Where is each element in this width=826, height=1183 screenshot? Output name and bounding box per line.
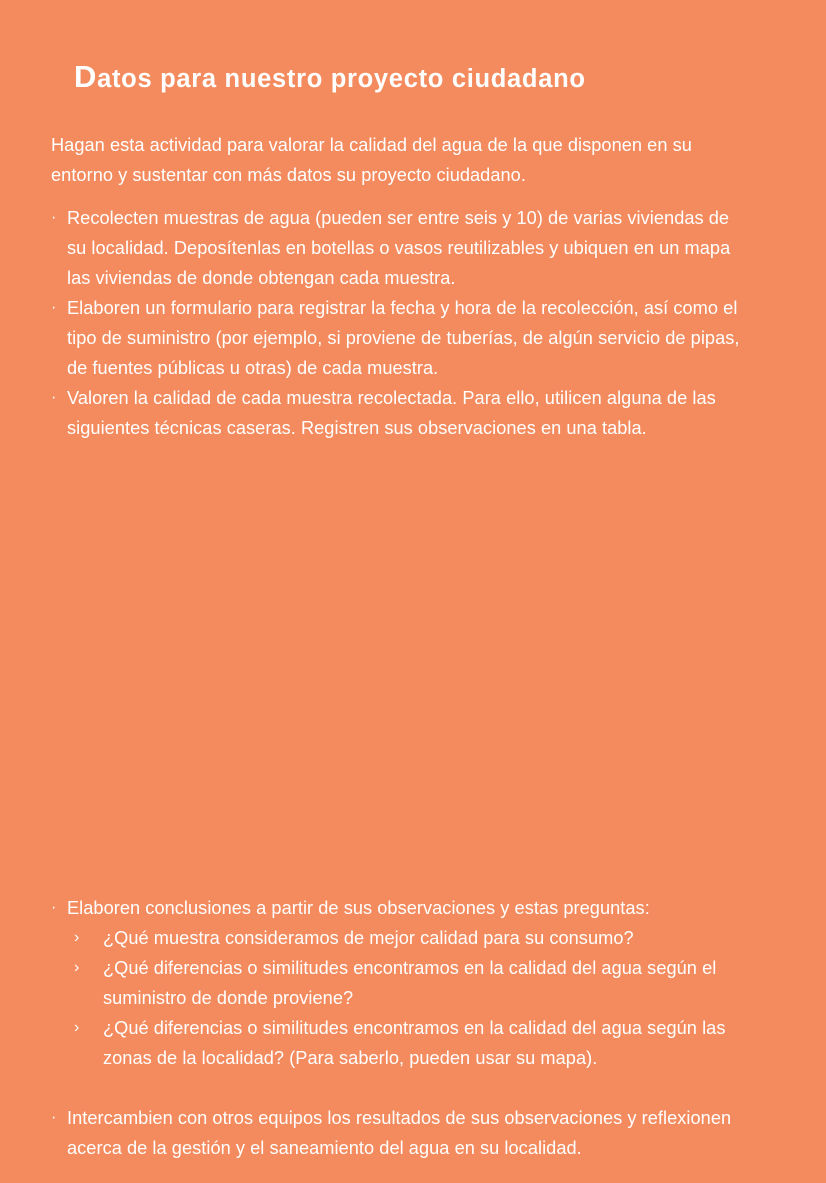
bullet-dot-icon: · bbox=[51, 389, 57, 406]
chevron-right-icon: › bbox=[74, 929, 80, 946]
page-title bbox=[74, 61, 586, 93]
list-item-text: Valoren la calidad de cada muestra recolectada. Para ello, utilicen alguna de las siguientes técnicas caseras. Registren sus observaciones en una tabla. bbox=[67, 388, 716, 438]
conclusions-list bbox=[51, 893, 741, 1073]
list-item-text: Elaboren un formulario para registrar la fecha y hora de la recolección, así como el tipo de suministro (por ejemplo, si proviene de tuberías, de algún servicio de pipas, de fuentes públicas u otras) de cada muestra. bbox=[67, 298, 740, 378]
questions-sublist bbox=[74, 923, 741, 1073]
instructions-list bbox=[51, 203, 741, 443]
bullet-dot-icon: · bbox=[51, 1109, 57, 1126]
bullet-dot-icon: · bbox=[51, 899, 57, 916]
conclusions-lead-text: Elaboren conclusiones a partir de sus observaciones y estas preguntas: bbox=[67, 898, 650, 918]
chevron-right-icon: › bbox=[74, 1019, 80, 1036]
list-item bbox=[51, 1103, 741, 1163]
bullet-dot-icon: · bbox=[51, 209, 57, 226]
title-dropcap: D bbox=[74, 59, 98, 95]
list-item bbox=[51, 293, 741, 383]
list-item bbox=[74, 1013, 741, 1073]
list-item bbox=[51, 383, 741, 443]
question-text: ¿Qué diferencias o similitudes encontramos en la calidad del agua según el suministro de donde proviene? bbox=[103, 958, 717, 1008]
list-item bbox=[74, 953, 741, 1013]
title-rest: atos para nuestro proyecto ciudadano bbox=[97, 65, 586, 94]
list-item bbox=[51, 893, 741, 923]
chevron-right-icon: › bbox=[74, 959, 80, 976]
question-text: ¿Qué diferencias o similitudes encontramos en la calidad del agua según las zonas de la localidad? (Para saberlo, pueden usar su mapa). bbox=[103, 1018, 726, 1068]
closing-text: Intercambien con otros equipos los resultados de sus observaciones y reflexionen acerca de la gestión y el saneamiento del agua en su localidad. bbox=[67, 1108, 732, 1158]
bullet-dot-icon: · bbox=[51, 299, 57, 316]
list-item bbox=[51, 203, 741, 293]
intro-paragraph: Hagan esta actividad para valorar la calidad del agua de la que disponen en su entorno y sustentar con más datos su proyecto ciudadano. bbox=[51, 135, 692, 186]
question-text: ¿Qué muestra consideramos de mejor calidad para su consumo? bbox=[103, 928, 634, 948]
list-item-text: Recolecten muestras de agua (pueden ser entre seis y 10) de varias viviendas de su localidad. Deposítenlas en botellas o vasos reutilizables y ubiquen en un mapa las viviendas de donde obtengan cada muestra. bbox=[67, 208, 731, 288]
blank-content-area bbox=[51, 452, 775, 872]
list-item bbox=[74, 923, 741, 953]
closing-list bbox=[51, 1103, 741, 1163]
